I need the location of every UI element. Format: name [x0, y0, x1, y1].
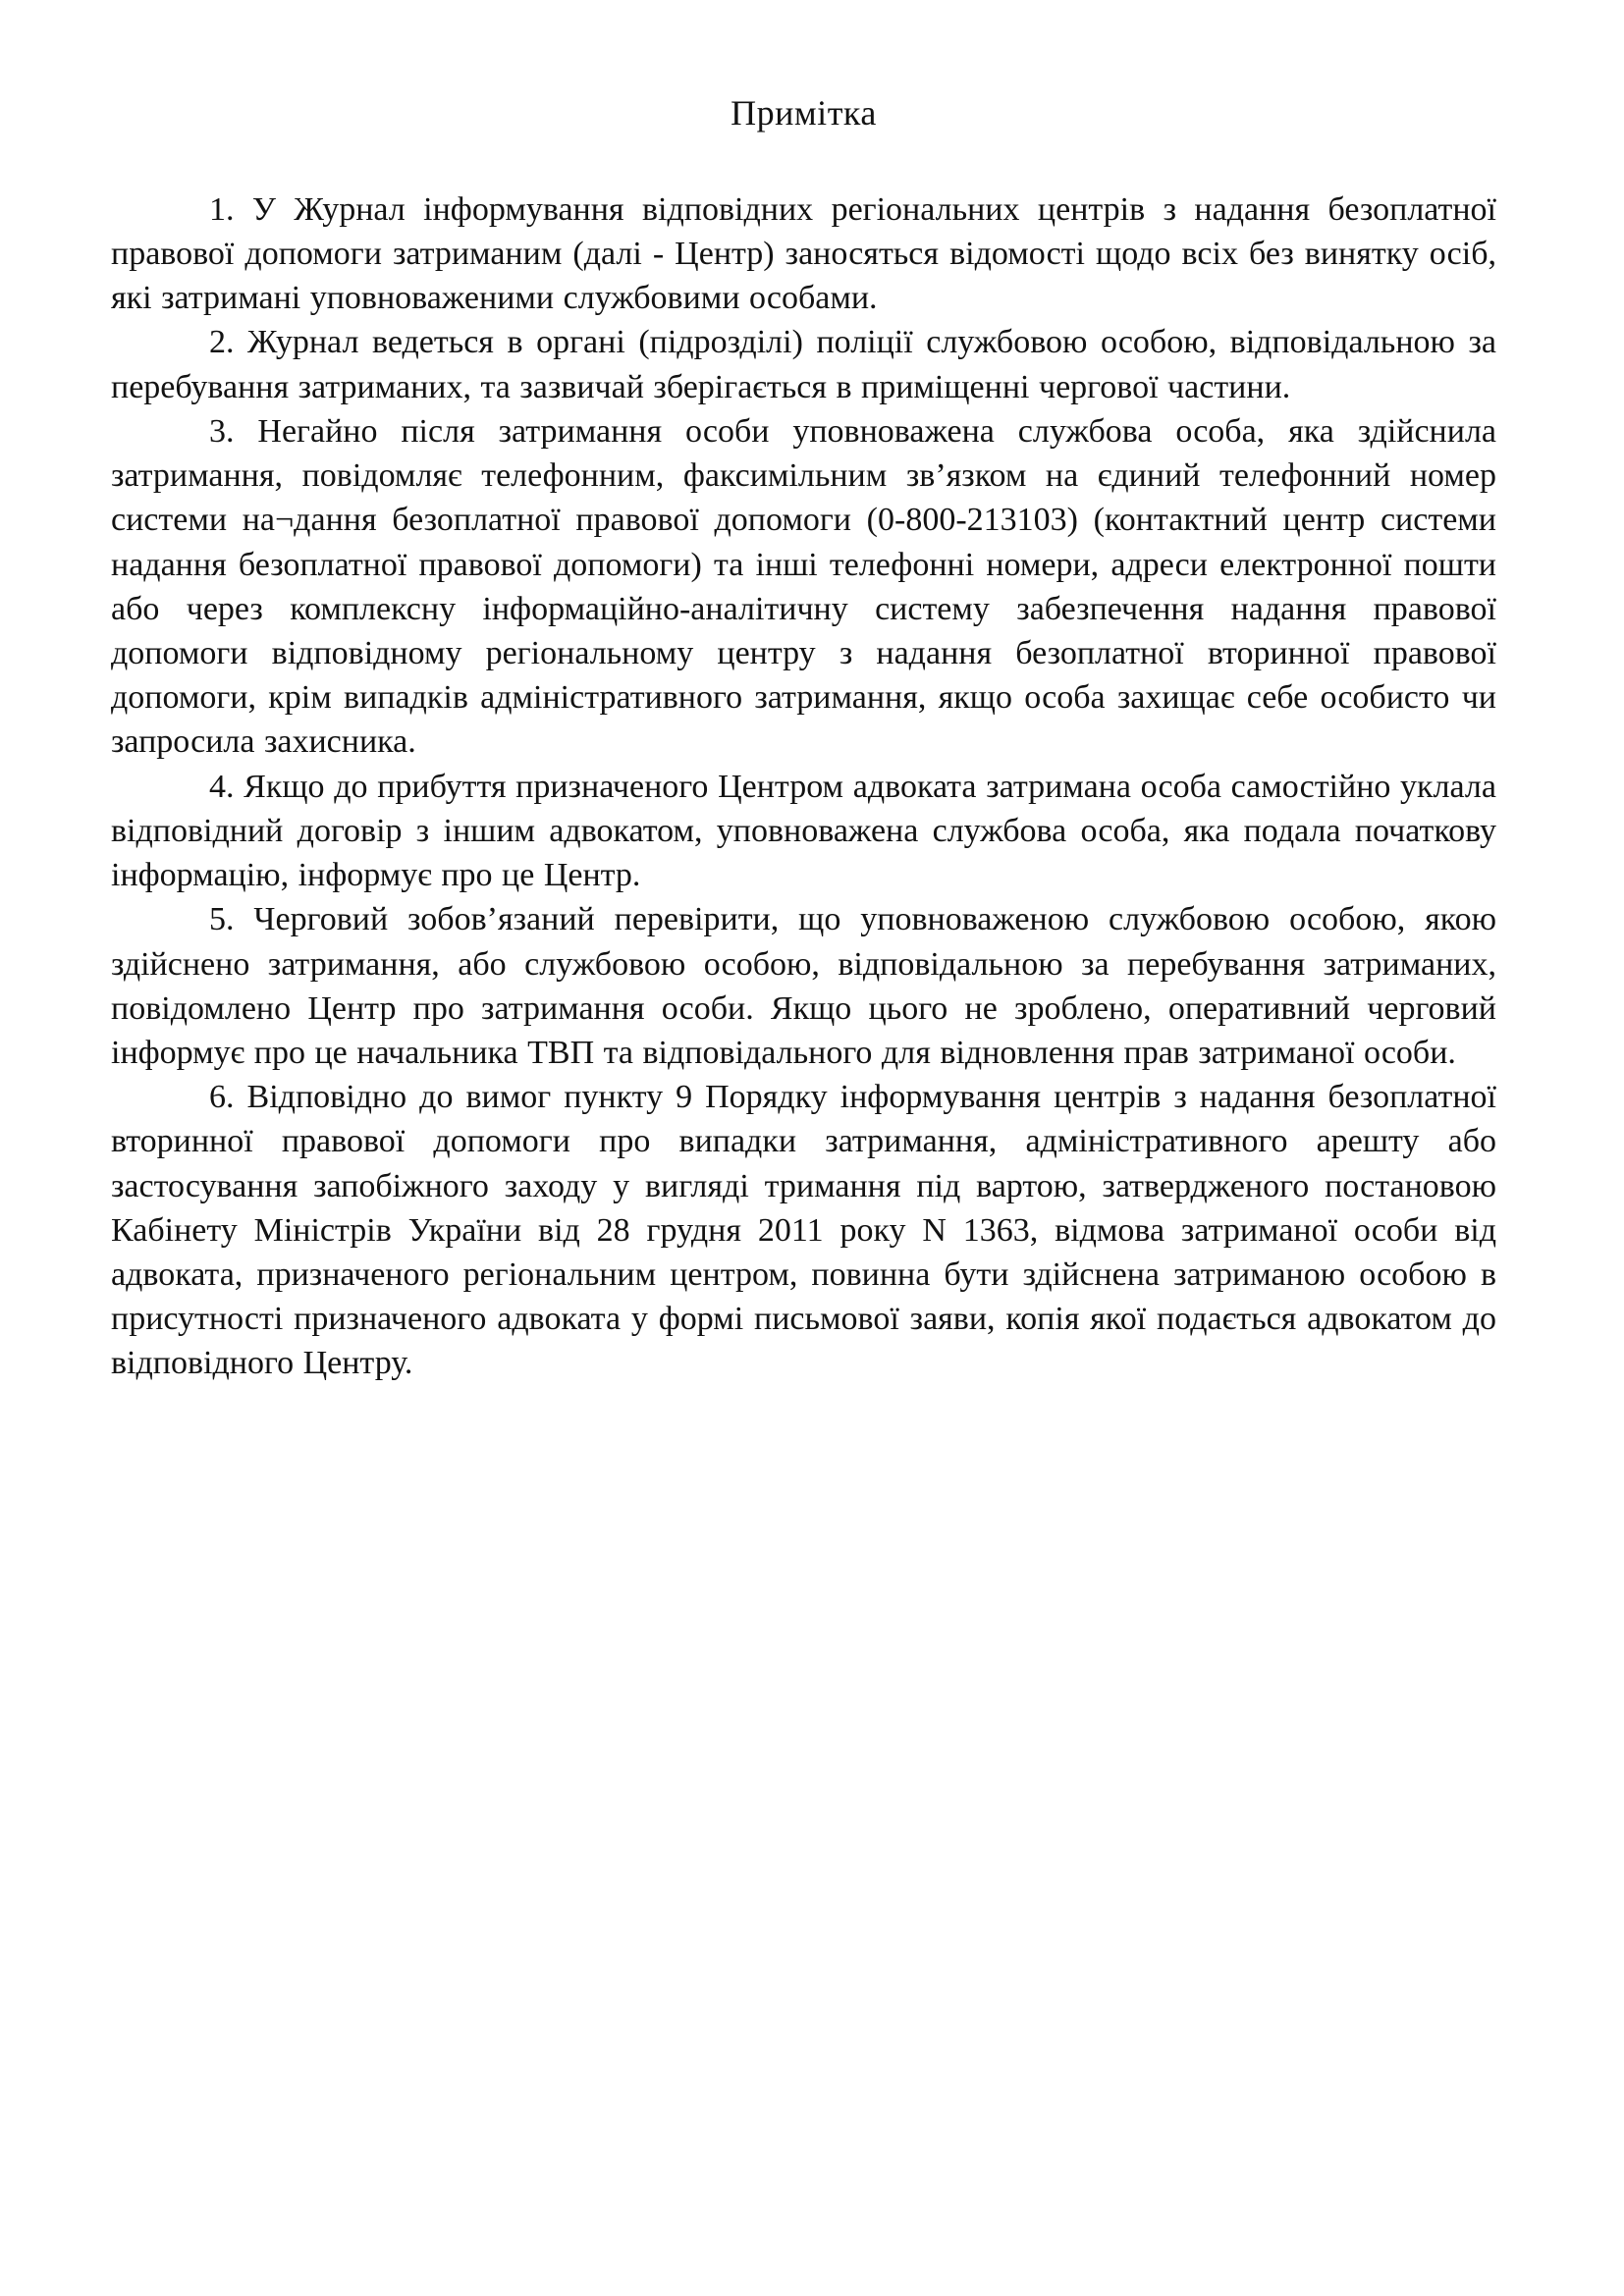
- paragraph-2: 2. Журнал ведеться в органі (підрозділі) поліції службовою особою, відповідальною за перебування затриманих, та зазвичай зберігається в приміщенні чергової частини.: [111, 324, 1496, 405]
- paragraph-5: 5. Черговий зобов’язаний перевірити, що уповноваженою службовою особою, якою здійснено затримання, або службовою особою, відповідальною за перебування затриманих, повідомлено Центр про затримання особи. Якщо цього не зроблено, оперативний черговий інформує про це начальника ТВП та відповідального для відновлення прав затриманої особи.: [111, 901, 1496, 1071]
- paragraph-3: 3. Негайно після затримання особи уповноважена службова особа, яка здійснила затримання, повідомляє телефонним, факсимільним зв’язком на єдиний телефонний номер системи на¬дання безоплатної правової допомоги (0-800-213103) (контактний центр системи надання безоплатної правової допомоги) та інші телефонні номери, адреси електронної пошти або через комплексну інформаційно-аналітичну систему забезпечення надання правової допомоги відповідному регіональному центру з надання безоплатної вторинної правової допомоги, крім випадків адміністративного затримання, якщо особа захищає себе особисто чи запросила захисника.: [111, 412, 1496, 761]
- paragraph-4: 4. Якщо до прибуття призначеного Центром адвоката затримана особа самостійно уклала відповідний договір з іншим адвокатом, уповноважена службова особа, яка подала початкову інформацію, інформує про це Центр.: [111, 768, 1496, 894]
- document-title: Примітка: [731, 93, 877, 133]
- paragraph-6: 6. Відповідно до вимог пункту 9 Порядку інформування центрів з надання безоплатної вторинної правової допомоги про випадки затримання, адміністративного арешту або застосування запобіжного заходу у вигляді тримання під вартою, затвердженого постановою Кабінету Міністрів України від 28 грудня 2011 року N 1363, відмова затриманої особи від адвоката, призначеного регіональним центром, повинна бути здійснена затриманою особою в присутності призначеного адвоката у формі письмової заяви, копія якої подається адвокатом до відповідного Центру.: [111, 1079, 1496, 1382]
- paragraph-1: 1. У Журнал інформування відповідних регіональних центрів з надання безоплатної правової допомоги затриманим (далі - Центр) заносяться відомості щодо всіх без винятку осіб, які затримані уповноваженими службовими особами.: [111, 190, 1496, 317]
